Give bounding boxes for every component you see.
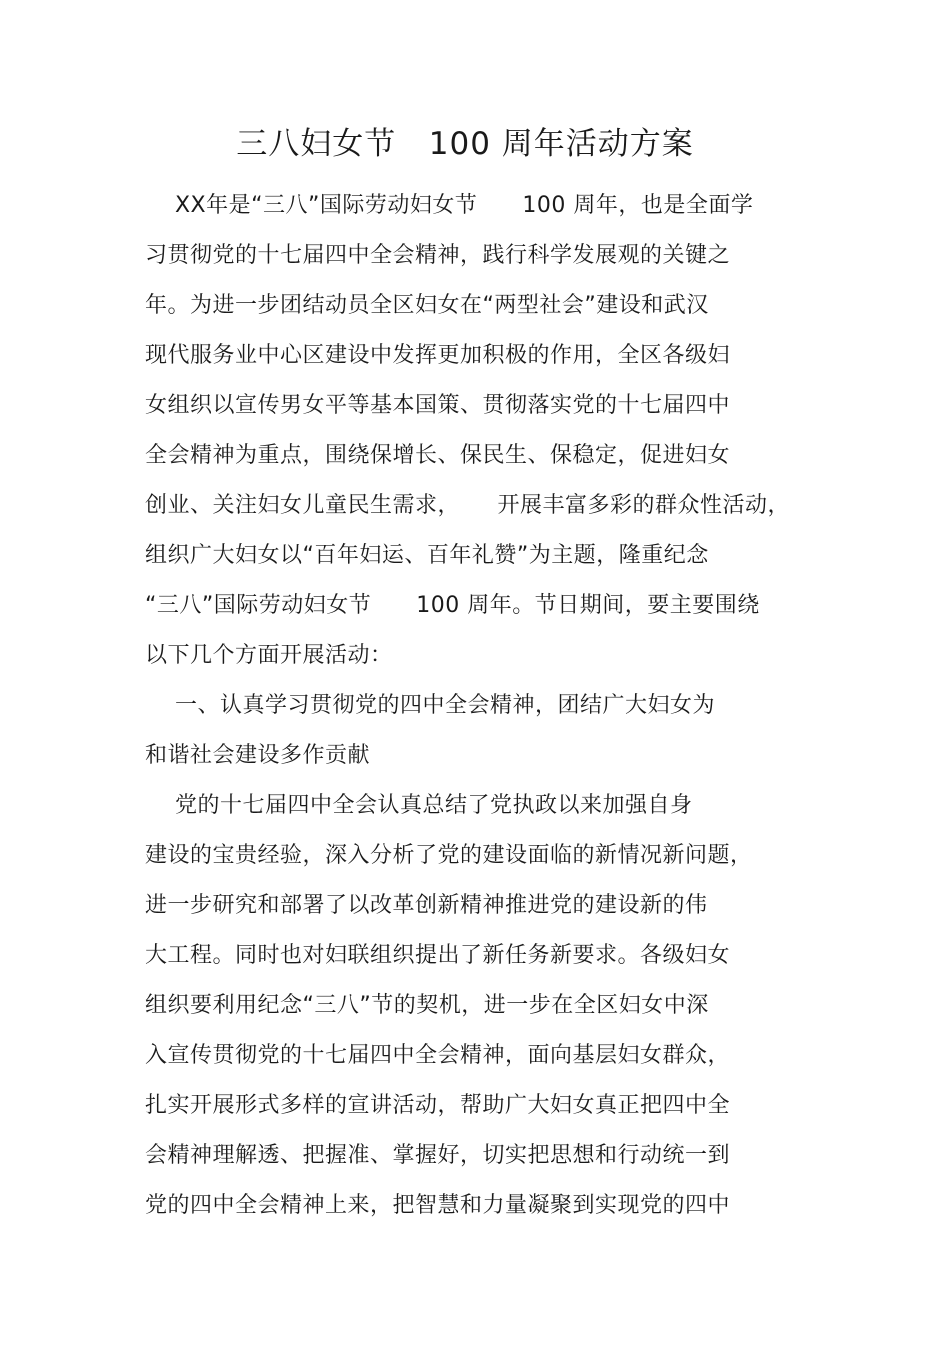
document-title: 三八妇女节 100 周年活动方案 — [236, 126, 694, 162]
body-line: 建设的宝贵经验，深入分析了党的建设面临的新情况新问题， — [145, 843, 753, 868]
body-line: 入宣传贯彻党的十七届四中全会精神，面向基层妇女群众， — [145, 1043, 731, 1068]
body-line: 以下几个方面开展活动： — [145, 643, 393, 668]
body-line: 扎实开展形式多样的宣讲活动，帮助广大妇女真正把四中全 — [145, 1093, 731, 1118]
body-line: 组织要利用纪念“三八”节的契机，进一步在全区妇女中深 — [145, 993, 709, 1018]
body-line: 大工程。同时也对妇联组织提出了新任务新要求。各级妇女 — [145, 943, 731, 968]
body-line: 党的四中全会精神上来，把智慧和力量凝聚到实现党的四中 — [145, 1193, 731, 1218]
body-line: 现代服务业中心区建设中发挥更加积极的作用，全区各级妇 — [145, 343, 731, 368]
section-heading-line: 一、认真学习贯彻党的四中全会精神，团结广大妇女为 — [145, 693, 715, 718]
body-line: 女组织以宣传男女平等基本国策、贯彻落实党的十七届四中 — [145, 393, 731, 418]
section-heading-line: 和谐社会建设多作贡献 — [145, 743, 371, 768]
body-line: 年。为进一步团结动员全区妇女在“两型社会”建设和武汉 — [145, 293, 709, 318]
body-line: 进一步研究和部署了以改革创新精神推进党的建设新的伟 — [145, 893, 708, 918]
body-line: 全会精神为重点，围绕保增长、保民生、保稳定，促进妇女 — [145, 443, 731, 468]
body-line: 创业、关注妇女儿童民生需求， 开展丰富多彩的群众性活动， — [145, 493, 790, 518]
body-line: 组织广大妇女以“百年妇运、百年礼赞”为主题，隆重纪念 — [145, 543, 709, 568]
body-line: 习贯彻党的十七届四中全会精神，践行科学发展观的关键之 — [145, 243, 731, 268]
body-line: “三八”国际劳动妇女节 100 周年。节日期间，要主要围绕 — [145, 593, 760, 618]
body-line: 会精神理解透、把握准、掌握好，切实把思想和行动统一到 — [145, 1143, 731, 1168]
body-line: 党的十七届四中全会认真总结了党执政以来加强自身 — [145, 793, 693, 818]
body-line: XX年是“三八”国际劳动妇女节 100 周年，也是全面学 — [145, 193, 754, 218]
